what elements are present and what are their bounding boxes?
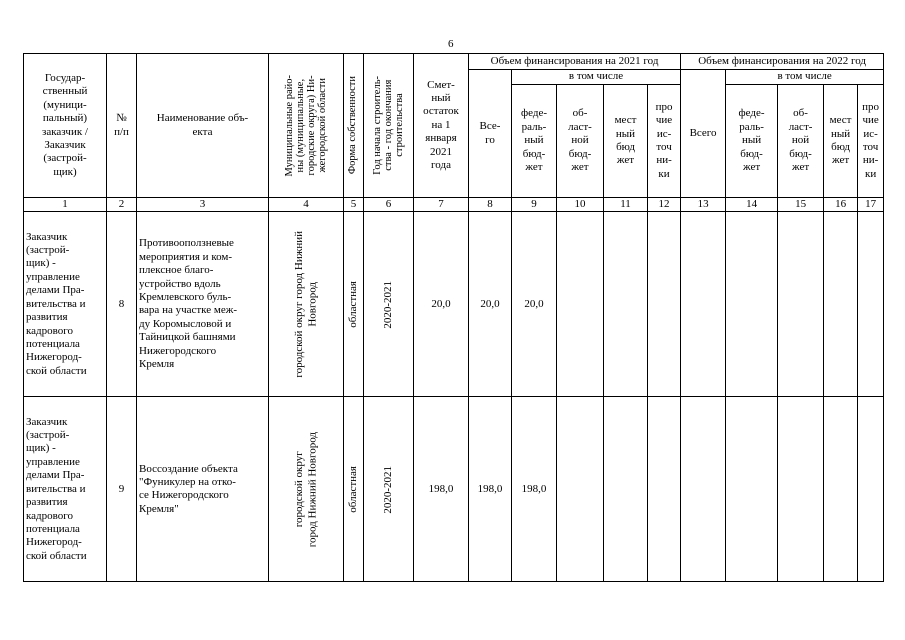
row-estimate: 20,0	[414, 212, 469, 397]
financing-table	[23, 53, 884, 582]
col-number: 11	[604, 198, 648, 212]
row-total-2021: 198,0	[469, 397, 512, 582]
col-number: 4	[269, 198, 344, 212]
col-number: 9	[512, 198, 557, 212]
row-regional-2021	[557, 397, 604, 582]
table-row	[24, 212, 884, 397]
row-federal-2022	[726, 212, 778, 397]
header-local-2021: мест ный бюд жет	[604, 85, 648, 198]
row-regional-2022	[778, 397, 824, 582]
header-fin-2021: Объем финансирования на 2021 год	[469, 54, 681, 70]
col-number: 16	[824, 198, 858, 212]
row-ownership: областная	[344, 212, 364, 397]
header-estimate: Смет- ный остаток на 1 января 2021 года	[414, 54, 469, 198]
row-district: городской округ город Нижний Новгород	[269, 397, 344, 582]
row-other-2022	[858, 212, 884, 397]
row-customer: Заказчик (застрой- щик) - управление делами Пра- вительства и развития кадрового потенциала Нижегород- ской области	[24, 397, 107, 582]
col-number: 14	[726, 198, 778, 212]
row-federal-2021: 198,0	[512, 397, 557, 582]
col-number: 6	[364, 198, 414, 212]
col-number: 15	[778, 198, 824, 212]
col-number: 12	[648, 198, 681, 212]
row-federal-2022	[726, 397, 778, 582]
row-total-2021: 20,0	[469, 212, 512, 397]
row-regional-2021	[557, 212, 604, 397]
row-num: 8	[107, 212, 137, 397]
row-local-2022	[824, 397, 858, 582]
col-number: 5	[344, 198, 364, 212]
col-number: 3	[137, 198, 269, 212]
row-local-2021	[604, 212, 648, 397]
header-federal-2022: феде- раль- ный бюд- жет	[726, 85, 778, 198]
header-customer: Государ- ственный (муници- пальный) заказчик / Заказчик (застрой- щик)	[24, 54, 107, 198]
header-years: Год начала строитель- ства - год окончания строительства	[364, 54, 414, 198]
row-federal-2021: 20,0	[512, 212, 557, 397]
row-estimate: 198,0	[414, 397, 469, 582]
header-other-2021: про чие ис- точ ни- ки	[648, 85, 681, 198]
header-object-name: Наименование объ- екта	[137, 54, 269, 198]
row-other-2021	[648, 212, 681, 397]
row-object-name: Воссоздание объекта "Фуникулер на отко- се Нижегородского Кремля"	[137, 397, 269, 582]
col-number: 8	[469, 198, 512, 212]
header-other-2022: про чие ис- точ ни- ки	[858, 85, 884, 198]
header-regional-2021: об- ласт- ной бюд- жет	[557, 85, 604, 198]
header-regional-2022: об- ласт- ной бюд- жет	[778, 85, 824, 198]
header-ownership: Форма собственности	[344, 54, 364, 198]
header-federal-2021: феде- раль- ный бюд- жет	[512, 85, 557, 198]
row-district: городской округ город Нижний Новгород	[269, 212, 344, 397]
col-number: 2	[107, 198, 137, 212]
column-numbers-row	[24, 198, 884, 212]
header-including-2022: в том числе	[726, 70, 884, 85]
col-number: 17	[858, 198, 884, 212]
col-number: 1	[24, 198, 107, 212]
row-local-2022	[824, 212, 858, 397]
page-number: 6	[448, 38, 454, 50]
row-customer: Заказчик (застрой- щик) - управление делами Пра- вительства и развития кадрового потенциала Нижегород- ской области	[24, 212, 107, 397]
row-object-name: Противооползневые мероприятия и ком- плексное благо- устройство вдоль Кремлевского буль- вара на участке меж- ду Коромысловой и Тайницкой башнями Нижегородского Кремля	[137, 212, 269, 397]
row-other-2021	[648, 397, 681, 582]
row-ownership: областная	[344, 397, 364, 582]
header-total-2021: Все- го	[469, 70, 512, 198]
row-other-2022	[858, 397, 884, 582]
row-years: 2020-2021	[364, 397, 414, 582]
header-district: Муниципальные райо- ны (муниципальные, городские округа) Ни- жегородской области	[269, 54, 344, 198]
row-years: 2020-2021	[364, 212, 414, 397]
row-total-2022	[681, 397, 726, 582]
row-regional-2022	[778, 212, 824, 397]
col-number: 7	[414, 198, 469, 212]
col-number: 10	[557, 198, 604, 212]
header-fin-2022: Объем финансирования на 2022 год	[681, 54, 884, 70]
header-local-2022: мест ный бюд жет	[824, 85, 858, 198]
header-num: № п/п	[107, 54, 137, 198]
row-total-2022	[681, 212, 726, 397]
col-number: 13	[681, 198, 726, 212]
header-total-2022: Всего	[681, 70, 726, 198]
table-row	[24, 397, 884, 582]
header-including-2021: в том числе	[512, 70, 681, 85]
row-local-2021	[604, 397, 648, 582]
row-num: 9	[107, 397, 137, 582]
